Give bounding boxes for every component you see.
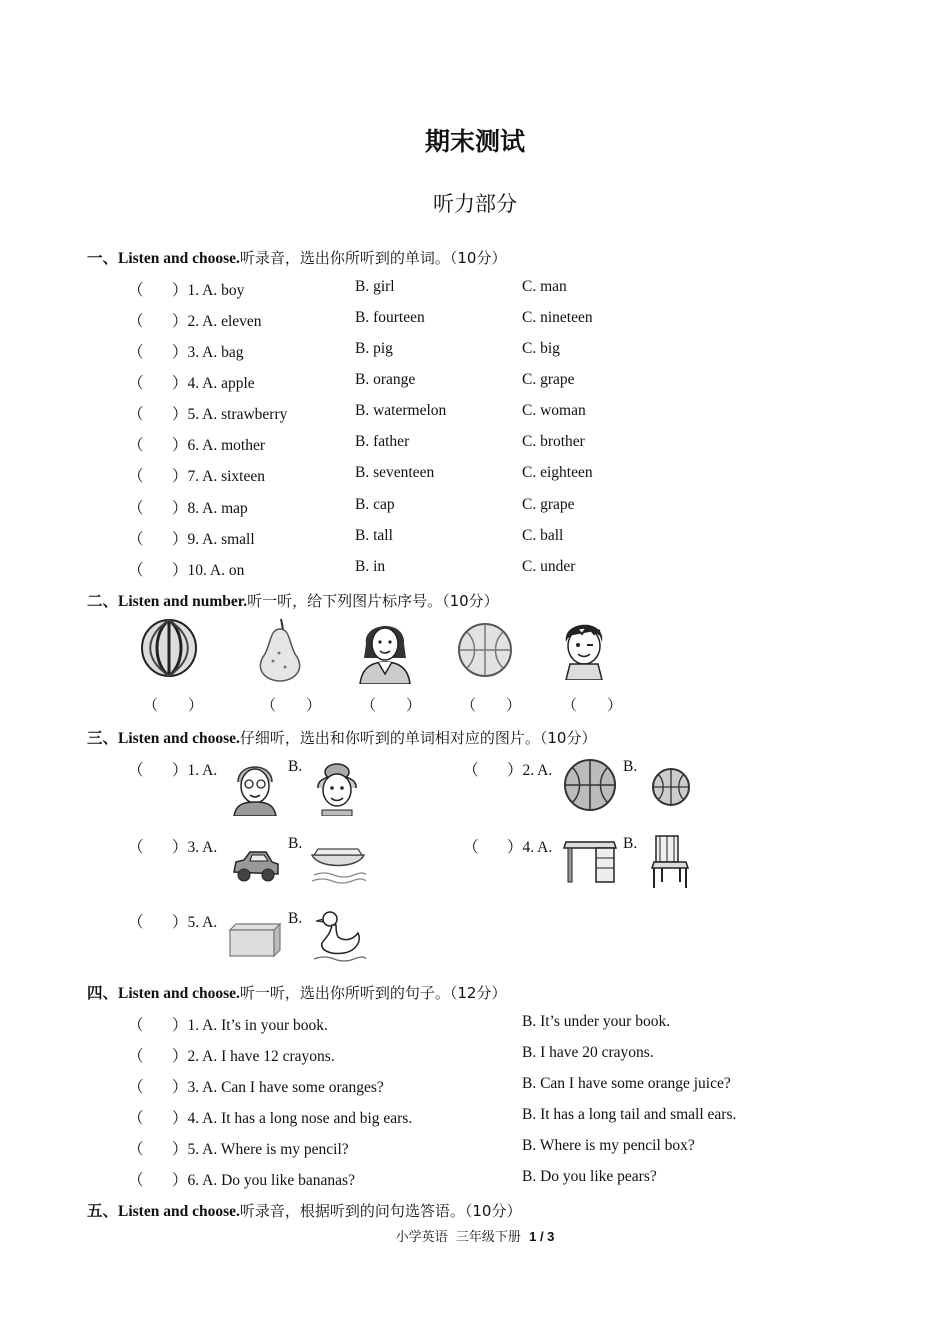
- option-b: B. Where is my pencil box?: [522, 1137, 695, 1154]
- s1-item-4: [0, 371, 950, 395]
- footer-text: 小学英语 三年级下册: [395, 1230, 530, 1245]
- option-a: ）6. A. mother: [172, 437, 265, 454]
- option-b-label: B.: [288, 835, 303, 852]
- section-3-heading-en: 三、Listen and choose.: [87, 730, 240, 747]
- option-b: B. orange: [355, 371, 416, 388]
- chair-icon: [648, 832, 692, 890]
- answer-blank[interactable]: （: [128, 406, 144, 423]
- answer-blank[interactable]: （: [128, 914, 144, 931]
- s4-item-4: [0, 1106, 950, 1130]
- section-5-heading-en: 五、Listen and choose.: [87, 1203, 240, 1220]
- answer-blank[interactable]: （: [128, 1048, 144, 1065]
- option-b: B. Do you like pears?: [522, 1168, 657, 1185]
- small-ball-icon: [650, 766, 692, 808]
- s1-item-8: [0, 496, 950, 520]
- option-a: ）10. A. on: [172, 562, 245, 579]
- section-4-heading-cn: 听一听，选出你所听到的句子。（12分）: [239, 984, 507, 1002]
- answer-blank[interactable]: （: [128, 1079, 144, 1096]
- picture-answer-blank[interactable]: （ ）: [461, 698, 522, 714]
- option-b-label: B.: [623, 758, 638, 775]
- picture-answer-blank[interactable]: （ ）: [261, 698, 322, 714]
- option-a: ）8. A. map: [172, 500, 248, 517]
- section-5-heading-cn: 听录音，根据听到的问句选答语。（10分）: [239, 1202, 522, 1220]
- s3-item-5: [0, 910, 450, 934]
- option-b: B. Can I have some orange juice?: [522, 1075, 731, 1092]
- s1-item-2: [0, 309, 950, 333]
- option-b: B. I have 20 crayons.: [522, 1044, 654, 1061]
- option-c: C. ball: [522, 527, 564, 544]
- option-a: ）6. A. Do you like bananas?: [172, 1172, 355, 1189]
- woman-icon: [354, 614, 416, 684]
- s1-item-7: [0, 464, 950, 488]
- s1-item-5: [0, 402, 950, 426]
- option-b: B. cap: [355, 496, 395, 513]
- picture-answer-blank[interactable]: （ ）: [143, 698, 204, 714]
- picture-answer-blank[interactable]: （ ）: [562, 698, 623, 714]
- option-a-label: ）5. A.: [172, 914, 218, 931]
- option-a: ）4. A. apple: [172, 375, 255, 392]
- option-a: ）5. A. Where is my pencil?: [172, 1141, 349, 1158]
- s3-item-2: [0, 758, 950, 782]
- page-number: 1 / 3: [529, 1229, 555, 1244]
- section-5-heading: [87, 1199, 521, 1221]
- s1-item-6: [0, 433, 950, 457]
- answer-blank[interactable]: （: [128, 1110, 144, 1127]
- option-a: ）3. A. bag: [172, 344, 244, 361]
- option-a: ）2. A. eleven: [172, 313, 262, 330]
- option-b: B. pig: [355, 340, 393, 357]
- option-a: ）5. A. strawberry: [172, 406, 288, 423]
- option-b: B. tall: [355, 527, 393, 544]
- ball-icon: [455, 620, 515, 680]
- s1-item-9: [0, 527, 950, 551]
- answer-blank[interactable]: （: [128, 1141, 144, 1158]
- page-title: 期末测试: [424, 127, 525, 156]
- section-2-heading: [87, 589, 499, 611]
- option-b-label: B.: [623, 835, 638, 852]
- option-b: B. watermelon: [355, 402, 447, 419]
- option-a: ）7. A. sixteen: [172, 468, 265, 485]
- section-1-heading-cn: 听录音，选出你所听到的单词。（10分）: [239, 249, 507, 267]
- page-subtitle: 听力部分: [433, 192, 517, 216]
- s1-item-10: [0, 558, 950, 582]
- section-1-heading-en: 一、Listen and choose.: [87, 250, 240, 267]
- s3-item-4: [0, 835, 950, 859]
- s4-item-5: [0, 1137, 950, 1161]
- option-b: B. It’s under your book.: [522, 1013, 671, 1030]
- option-a-label: ）2. A.: [507, 762, 553, 779]
- option-b-label: B.: [288, 910, 303, 927]
- option-b: B. father: [355, 433, 410, 450]
- option-c: C. woman: [522, 402, 586, 419]
- option-b-label: B.: [288, 758, 303, 775]
- page-footer: [0, 1226, 950, 1245]
- s1-item-3: [0, 340, 950, 364]
- box-icon: [226, 922, 282, 958]
- option-b: B. seventeen: [355, 464, 435, 481]
- section-4-heading-en: 四、Listen and choose.: [87, 985, 240, 1002]
- answer-blank[interactable]: （: [128, 437, 144, 454]
- option-b: B. fourteen: [355, 309, 425, 326]
- option-c: C. brother: [522, 433, 585, 450]
- section-3-heading: [87, 726, 596, 748]
- option-a-label: ）3. A.: [172, 839, 218, 856]
- option-c: C. eighteen: [522, 464, 593, 481]
- answer-blank[interactable]: （: [463, 839, 479, 856]
- answer-blank[interactable]: （: [128, 531, 144, 548]
- answer-blank[interactable]: （: [128, 282, 144, 299]
- s4-item-1: [0, 1013, 950, 1037]
- option-c: C. grape: [522, 371, 575, 388]
- section-2-heading-cn: 听一听，给下列图片标序号。（10分）: [247, 592, 499, 610]
- answer-blank[interactable]: （: [128, 500, 144, 517]
- option-c: C. grape: [522, 496, 575, 513]
- answer-blank[interactable]: （: [128, 839, 144, 856]
- option-c: C. man: [522, 278, 567, 295]
- s1-item-1: [0, 278, 950, 302]
- option-a: ）2. A. I have 12 crayons.: [172, 1048, 335, 1065]
- section-1-heading: [87, 246, 506, 268]
- option-a: ）4. A. It has a long nose and big ears.: [172, 1110, 413, 1127]
- big-ball-icon: [562, 757, 618, 813]
- option-a: ）1. A. boy: [172, 282, 245, 299]
- s4-item-6: [0, 1168, 950, 1192]
- boy-icon: [556, 614, 612, 680]
- option-c: C. under: [522, 558, 576, 575]
- s4-item-3: [0, 1075, 950, 1099]
- answer-blank[interactable]: （: [128, 375, 144, 392]
- answer-blank[interactable]: （: [128, 1172, 144, 1189]
- option-a-label: ）1. A.: [172, 762, 218, 779]
- section-4-heading: [87, 981, 506, 1003]
- option-a: ）1. A. It’s in your book.: [172, 1017, 328, 1034]
- answer-blank[interactable]: （: [128, 468, 144, 485]
- picture-answer-blank[interactable]: （ ）: [361, 698, 422, 714]
- option-b: B. It has a long tail and small ears.: [522, 1106, 737, 1123]
- option-a-label: ）4. A.: [507, 839, 553, 856]
- option-a: ）9. A. small: [172, 531, 255, 548]
- answer-blank[interactable]: （: [128, 1017, 144, 1034]
- option-b: B. in: [355, 558, 386, 575]
- option-c: C. nineteen: [522, 309, 593, 326]
- answer-blank[interactable]: （: [128, 562, 144, 579]
- answer-blank[interactable]: （: [128, 762, 144, 779]
- option-a: ）3. A. Can I have some oranges?: [172, 1079, 384, 1096]
- answer-blank[interactable]: （: [463, 762, 479, 779]
- option-c: C. big: [522, 340, 560, 357]
- watermelon-icon: [138, 617, 200, 679]
- pear-icon: [255, 615, 305, 683]
- option-b: B. girl: [355, 278, 395, 295]
- answer-blank[interactable]: （: [128, 344, 144, 361]
- answer-blank[interactable]: （: [128, 313, 144, 330]
- section-2-heading-en: 二、Listen and number.: [87, 593, 248, 610]
- duck-icon: [310, 907, 366, 963]
- desk-icon: [562, 836, 618, 884]
- section-3-heading-cn: 仔细听，选出和你听到的单词相对应的图片。（10分）: [239, 729, 597, 747]
- s4-item-2: [0, 1044, 950, 1068]
